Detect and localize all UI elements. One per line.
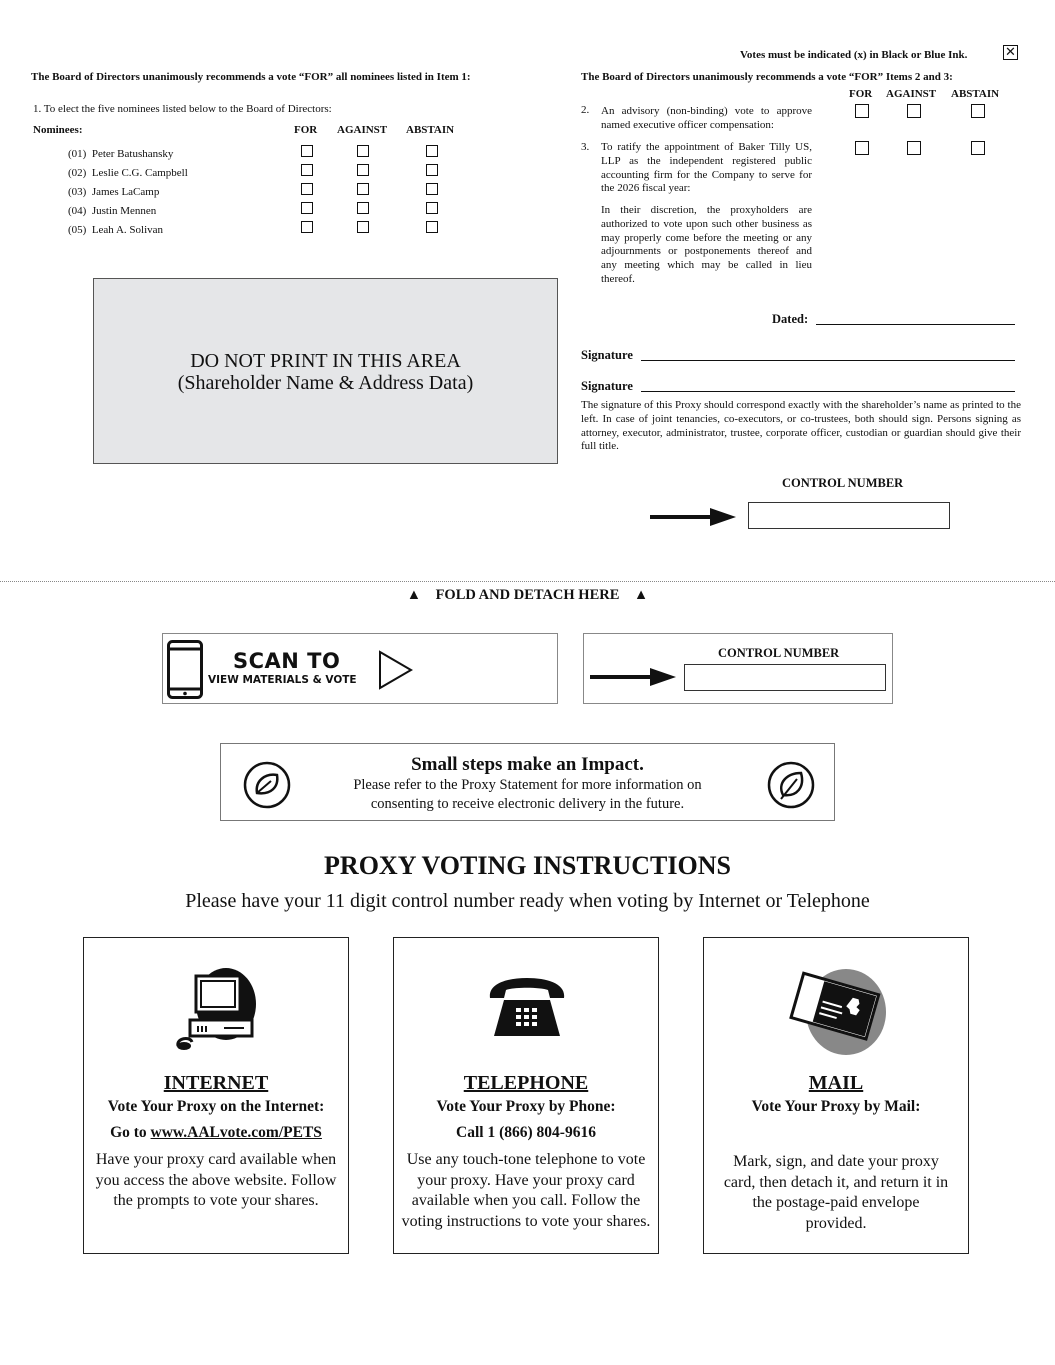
col-abstain-header: ABSTAIN — [406, 124, 455, 136]
signature-note: The signature of this Proxy should correspond exactly with the shareholder’s name as printed to the left. In case of joint tenancies, co-executors, or co-trustees, both should sign. Persons signing as attorney, executor, administrator, trustee, corporate officer, custodian or guardian should give their full title. — [581, 399, 1021, 453]
nominee-1-abstain-checkbox[interactable] — [426, 145, 438, 157]
item-2-number: 2. — [581, 104, 590, 116]
scan-subtitle: VIEW MATERIALS & VOTE — [208, 674, 357, 686]
nominee-name: Leah A. Solivan — [91, 224, 164, 236]
nominee-list — [68, 145, 188, 240]
nominee-row — [68, 183, 188, 202]
nominee-number: (03) — [68, 186, 87, 198]
col-against-header: AGAINST — [337, 124, 388, 136]
scan-box[interactable] — [162, 633, 558, 704]
nominee-name: Peter Batushansky — [91, 148, 174, 160]
nominee-name: Leslie C.G. Campbell — [91, 167, 188, 179]
nominee-row — [68, 145, 188, 164]
nominee-3-against-checkbox[interactable] — [357, 183, 369, 195]
nominee-4-abstain-checkbox[interactable] — [426, 202, 438, 214]
play-triangle-icon — [378, 650, 414, 690]
nominee-row — [68, 221, 188, 240]
left-recommendation: The Board of Directors unanimously recommends a vote “FOR” all nominees listed in Item 1: — [31, 71, 471, 83]
perforation-line — [0, 581, 1055, 582]
right-col-against-header: AGAINST — [886, 88, 937, 100]
item-1-text: 1. To elect the five nominees listed below to the Board of Directors: — [33, 103, 332, 115]
dated-label: Dated: — [772, 312, 809, 326]
impact-box — [220, 743, 835, 821]
telephone-heading: TELEPHONE — [463, 1072, 589, 1094]
instructions-title: PROXY VOTING INSTRUCTIONS — [324, 851, 731, 880]
nominee-2-against-checkbox[interactable] — [357, 164, 369, 176]
nominee-name: James LaCamp — [91, 186, 160, 198]
nominee-3-abstain-checkbox[interactable] — [426, 183, 438, 195]
mail-line-1: Vote Your Proxy by Mail: — [751, 1098, 921, 1115]
triangle-up-icon: ▲ — [406, 587, 422, 603]
nominees-label: Nominees: — [33, 124, 83, 136]
signature-label-2: Signature — [581, 379, 633, 393]
control-number-box — [583, 633, 893, 704]
internet-body: Have your proxy card available when you access the above website. Follow the prompts to vote your shares. — [95, 1151, 337, 1210]
right-arrow-icon — [650, 506, 736, 528]
ink-example-box: ✕ — [1003, 45, 1018, 60]
nominee-number: (01) — [68, 148, 87, 160]
nominee-number: (04) — [68, 205, 87, 217]
item-3-number: 3. — [581, 141, 590, 153]
nominee-1-for-checkbox[interactable] — [301, 145, 313, 157]
nominee-1-against-checkbox[interactable] — [357, 145, 369, 157]
nominee-row — [68, 202, 188, 221]
triangle-up-icon: ▲ — [633, 587, 649, 603]
signature-line-1[interactable] — [641, 360, 1015, 361]
instructions-subtitle: Please have your 11 digit control number ready when voting by Internet or Telephone — [185, 890, 870, 912]
ink-notice: Votes must be indicated (x) in Black or Blue Ink. — [740, 49, 968, 61]
fold-detach-notice — [0, 587, 1055, 604]
telephone-panel — [393, 937, 659, 1254]
control-number-field[interactable] — [748, 502, 950, 529]
scan-title: SCAN TO — [233, 649, 341, 673]
telephone-number: Call 1 (866) 804-9616 — [456, 1124, 596, 1141]
item-2-against-checkbox[interactable] — [907, 104, 921, 118]
address-block — [93, 278, 558, 464]
right-recommendation: The Board of Directors unanimously recommends a vote “FOR” Items 2 and 3: — [581, 71, 953, 83]
item-3-against-checkbox[interactable] — [907, 141, 921, 155]
telephone-icon — [486, 976, 568, 1040]
right-arrow-icon — [590, 666, 676, 688]
nominee-2-abstain-checkbox[interactable] — [426, 164, 438, 176]
computer-icon — [174, 968, 260, 1052]
telephone-line-1: Vote Your Proxy by Phone: — [436, 1098, 616, 1115]
nominee-2-for-checkbox[interactable] — [301, 164, 313, 176]
right-col-for-header: FOR — [849, 88, 873, 100]
col-for-header: FOR — [294, 124, 318, 136]
internet-url-link[interactable]: www.AALvote.com/PETS — [150, 1124, 322, 1141]
control-number-box-field[interactable] — [684, 664, 886, 691]
internet-panel — [83, 937, 349, 1254]
signature-label-1: Signature — [581, 348, 633, 362]
nominee-number: (05) — [68, 224, 87, 236]
control-number-label: CONTROL NUMBER — [782, 476, 904, 490]
nominee-5-for-checkbox[interactable] — [301, 221, 313, 233]
internet-heading: INTERNET — [163, 1072, 269, 1094]
nominee-3-for-checkbox[interactable] — [301, 183, 313, 195]
nominee-row — [68, 164, 188, 183]
do-not-print-line-1: DO NOT PRINT IN THIS AREA — [190, 350, 461, 372]
dated-input-line[interactable] — [816, 324, 1015, 325]
internet-line-1: Vote Your Proxy on the Internet: — [107, 1098, 325, 1115]
discretion-text: In their discretion, the proxyholders are authorized to vote upon such other business as may properly come before the meeting or any adjournments or postponements thereof and any meeting which may be called in lieu thereof. — [601, 204, 812, 285]
mail-panel — [703, 937, 969, 1254]
internet-goto-line — [84, 1124, 348, 1142]
envelope-icon — [788, 966, 888, 1056]
internet-goto-prefix: Go to — [110, 1124, 151, 1141]
nominee-name: Justin Mennen — [91, 205, 157, 217]
nominee-5-abstain-checkbox[interactable] — [426, 221, 438, 233]
impact-line-2: consenting to receive electronic delivery in the future. — [370, 796, 685, 812]
nominee-4-for-checkbox[interactable] — [301, 202, 313, 214]
leaf-icon — [767, 761, 815, 809]
signature-line-2[interactable] — [641, 391, 1015, 392]
control-number-box-label: CONTROL NUMBER — [718, 646, 840, 660]
mail-heading: MAIL — [808, 1072, 864, 1094]
impact-title: Small steps make an Impact. — [411, 754, 644, 775]
item-3-for-checkbox[interactable] — [855, 141, 869, 155]
fold-detach-text: FOLD AND DETACH HERE — [435, 587, 620, 603]
telephone-body: Use any touch-tone telephone to vote your proxy. Have your proxy card available when you call. Follow the voting instructions to vote your shares. — [401, 1151, 651, 1231]
item-3-text: To ratify the appointment of Baker Tilly US, LLP as the independent registered public accounting firm for the Company to serve for the 2026 fiscal year: — [601, 141, 812, 195]
right-col-abstain-header: ABSTAIN — [951, 88, 1000, 100]
item-2-for-checkbox[interactable] — [855, 104, 869, 118]
nominee-5-against-checkbox[interactable] — [357, 221, 369, 233]
impact-line-1: Please refer to the Proxy Statement for more information on — [353, 777, 702, 793]
item-2-text: An advisory (non-binding) vote to approve named executive officer compensation: — [601, 105, 812, 131]
nominee-4-against-checkbox[interactable] — [357, 202, 369, 214]
mail-body: Mark, sign, and date your proxy card, then detach it, and return it in the postage-paid envelope provided. — [723, 1153, 949, 1233]
item-3-abstain-checkbox[interactable] — [971, 141, 985, 155]
smartphone-icon — [167, 640, 203, 699]
do-not-print-line-2: (Shareholder Name & Address Data) — [177, 372, 474, 394]
leaf-icon — [243, 761, 291, 809]
item-2-abstain-checkbox[interactable] — [971, 104, 985, 118]
nominee-number: (02) — [68, 167, 87, 179]
